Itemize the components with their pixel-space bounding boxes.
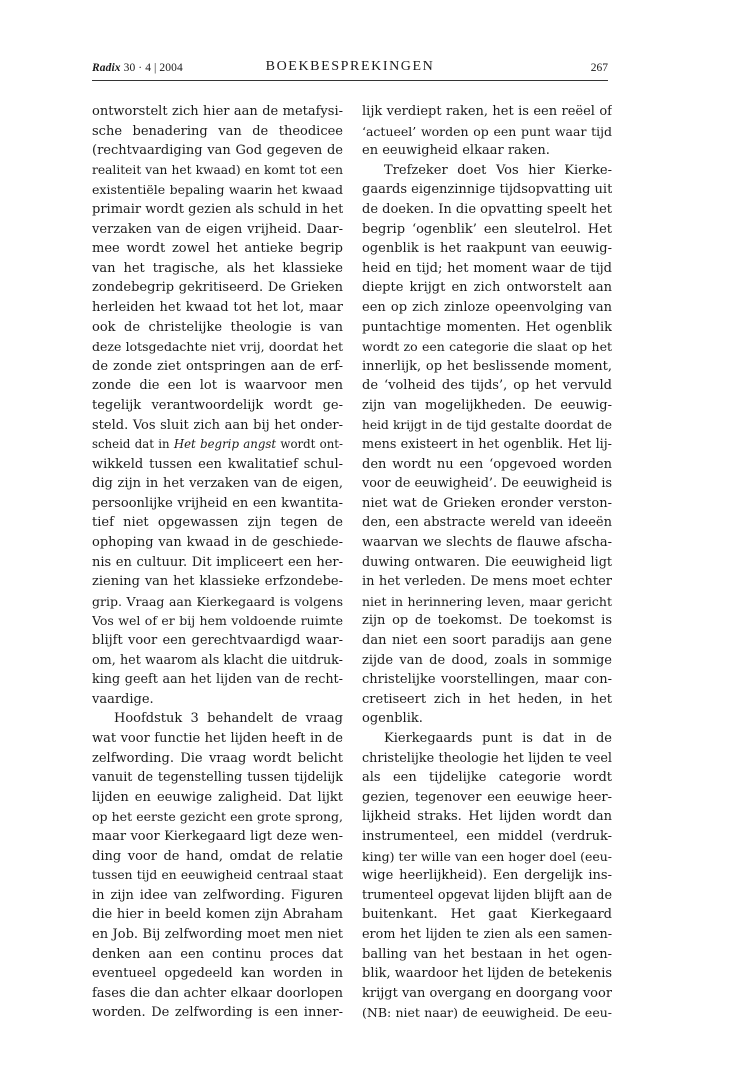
text-line: erom het lijden te zien als een samen- [362,926,612,942]
text-line: lijden en eeuwige zaligheid. Dat lijkt [92,789,343,805]
text-line: heid en tijd; het moment waar de tijd [362,260,612,276]
text-line: de ‘volheid des tijds’, op het vervuld [362,378,612,394]
book-title-italic: Het begrip angst [173,437,277,452]
text-line: ‘actueel’ worden op een punt waar tijd [362,123,612,139]
text-line: ogenblik is het raakpunt van eeuwig- [362,241,612,257]
text-line: worden. De zelfwording is een inner- [92,1005,343,1021]
text-line: cretiseert zich in het heden, in het [362,691,612,707]
text-line: buitenkant. Het gaat Kierkegaard [362,907,612,923]
text-line: wikkeld tussen een kwalitatief schul- [92,456,343,472]
running-header [92,58,608,81]
text-line: ontworstelt zich hier aan de metafysi- [92,104,343,119]
text-line: tegelijk verantwoordelijk wordt ge- [92,397,343,413]
text-line: als een tijdelijke categorie wordt [362,770,612,786]
text-line: waarvan we slechts de flauwe afscha- [362,535,612,551]
text-line: den wordt nu een ‘opgevoed worden [362,456,612,472]
text-line: mens existeert in het ogenblik. Het lij- [362,437,612,453]
left-text-column [92,102,343,1023]
text-line: deze lotsgedachte niet vrij, doordat het [92,339,343,355]
text-line: christelijke theologie het lijden te veel [362,750,612,766]
text-line: (NB: niet naar) de eeuwigheid. De eeu- [362,1005,612,1021]
text-line: innerlijk, op het beslissende moment, [362,358,612,374]
text-line: ophoping van kwaad in de geschiede- [92,535,343,551]
text-line: Vos wel of er bij hem voldoende ruimte [92,613,343,629]
text-line: (rechtvaardiging van God gegeven de [92,143,343,159]
text-line: en Job. Bij zelfwording moet men niet [92,926,343,942]
text-line: nis en cultuur. Dit impliceert een her- [92,554,343,570]
text-line: zijn van mogelijkheden. De eeuwig- [362,397,612,413]
text-line: blik, waardoor het lijden de betekenis [362,966,612,982]
text-line: eventueel opgedeeld kan worden in [92,966,343,982]
text-line: Kierkegaards punt is dat in de [384,731,612,746]
text-line: wat voor functie het lijden heeft in de [92,731,343,746]
text-line: trumenteel opgevat lijden blijft aan de [362,887,612,903]
text-line: lijk verdiept raken, het is een reëel of [362,104,612,119]
text-line: herleiden het kwaad tot het lot, maar [92,299,343,315]
text-line: blijft voor een gerechtvaardigd waar- [92,633,343,649]
section-title: BOEKBESPREKINGEN [265,59,435,74]
text-line: fases die dan achter elkaar doorlopen [92,985,343,1001]
text-line: king) ter wille van een hoger doel (eeu- [362,848,612,864]
text-fragment: scheid dat in [92,437,174,452]
text-line: diepte krijgt en zich ontworstelt aan [362,280,612,296]
text-line: vanuit de tegenstelling tussen tijdelijk [92,770,343,786]
text-line: tief niet opgewassen zijn tegen de [92,515,343,531]
text-line: die hier in beeld komen zijn Abraham [92,907,343,923]
text-line: steld. Vos sluit zich aan bij het onder- [92,417,343,433]
text-line: op het eerste gezicht een grote sprong, [92,809,343,825]
text-line: realiteit van het kwaad) en komt tot een [92,162,343,177]
text-line: en eeuwigheid elkaar raken. [362,143,550,159]
text-line: tussen tijd en eeuwigheid centraal staat [92,868,343,883]
text-line: primair wordt gezien als schuld in het [92,201,343,217]
text-line: Trefzeker doet Vos hier Kierke- [384,162,612,178]
text-line: ding voor de hand, omdat de relatie [92,848,343,864]
page-number: 267 [590,62,608,74]
text-line: zijde van de dood, zoals in sommige [362,652,612,668]
text-line: dig zijn in het verzaken van de eigen, [92,476,343,492]
text-line: zelfwording. Die vraag wordt belicht [92,750,343,766]
journal-name: Radix [92,62,121,74]
text-line: begrip ‘ogenblik’ een sleutelrol. Het [362,221,612,237]
text-line: heid krijgt in de tijd gestalte doordat de [362,417,612,432]
text-line: vaardige. [92,691,154,707]
text-line: puntachtige momenten. Het ogenblik [362,319,612,335]
text-line: in het verleden. De mens moet echter [362,574,612,590]
text-line: denken aan een continu proces dat [92,946,343,962]
text-line: sche benadering van de theodicee [92,123,343,139]
text-line: zonde die een lot is waarvoor men [92,378,343,394]
text-line: grip. Vraag aan Kierkegaard is volgens [92,593,343,609]
text-line: king geeft aan het lijden van de recht- [92,672,343,688]
text-line: duwing ontwaren. Die eeuwigheid ligt [362,554,612,570]
text-line: balling van het bestaan in het ogen- [362,946,612,962]
text-line: zondebegrip gekritiseerd. De Grieken [92,280,343,296]
journal-issue: 30 · 4 | 2004 [123,62,183,74]
text-line: lijkheid straks. Het lijden wordt dan [362,809,612,825]
text-line: een op zich zinloze opeenvolging van [362,299,612,315]
text-line: ziening van het klassieke erfzondebe- [92,574,343,590]
text-line: mee wordt zowel het antieke begrip [92,241,343,257]
text-line: ogenblik. [362,711,423,727]
text-line: de doeken. In die opvatting speelt het [362,201,612,217]
text-line: wige heerlijkheid). Een dergelijk ins- [362,868,612,884]
right-text-column [362,102,612,1023]
text-line: zijn op de toekomst. De toekomst is [362,613,612,629]
text-line: maar voor Kierkegaard ligt deze wen- [92,828,343,844]
text-line: voor de eeuwigheid’. De eeuwigheid is [362,476,612,492]
text-line: verzaken van de eigen vrijheid. Daar- [92,221,343,237]
text-line: instrumenteel, een middel (verdruk- [362,828,612,844]
text-line: dan niet een soort paradijs aan gene [362,633,612,649]
text-line: existentiële bepaling waarin het kwaad [92,182,343,198]
text-line: persoonlijke vrijheid en een kwantita- [92,495,343,511]
text-line: ook de christelijke theologie is van [92,319,343,335]
text-line: den, een abstracte wereld van ideeën [362,515,612,531]
text-line: christelijke voorstellingen, maar con- [362,672,612,688]
text-line: in zijn idee van zelfwording. Figuren [92,887,343,903]
text-line: Hoofdstuk 3 behandelt de vraag [114,711,343,727]
text-line: krijgt van overgang en doorgang voor [362,985,612,1001]
text-line: wordt zo een categorie die slaat op het [362,339,612,355]
text-line: van het tragische, als het klassieke [92,260,343,276]
text-line: om, het waarom als klacht die uitdruk- [92,652,343,668]
text-line [92,435,343,455]
text-line: gaards eigenzinnige tijdsopvatting uit [362,182,612,198]
text-fragment: wordt ont- [276,437,343,452]
text-line: niet in herinnering leven, maar gericht [362,593,612,609]
text-line: niet wat de Grieken eronder verston- [362,495,612,511]
text-line: gezien, tegenover een eeuwige heer- [362,789,612,805]
text-line: de zonde ziet ontspringen aan de erf- [92,358,343,374]
